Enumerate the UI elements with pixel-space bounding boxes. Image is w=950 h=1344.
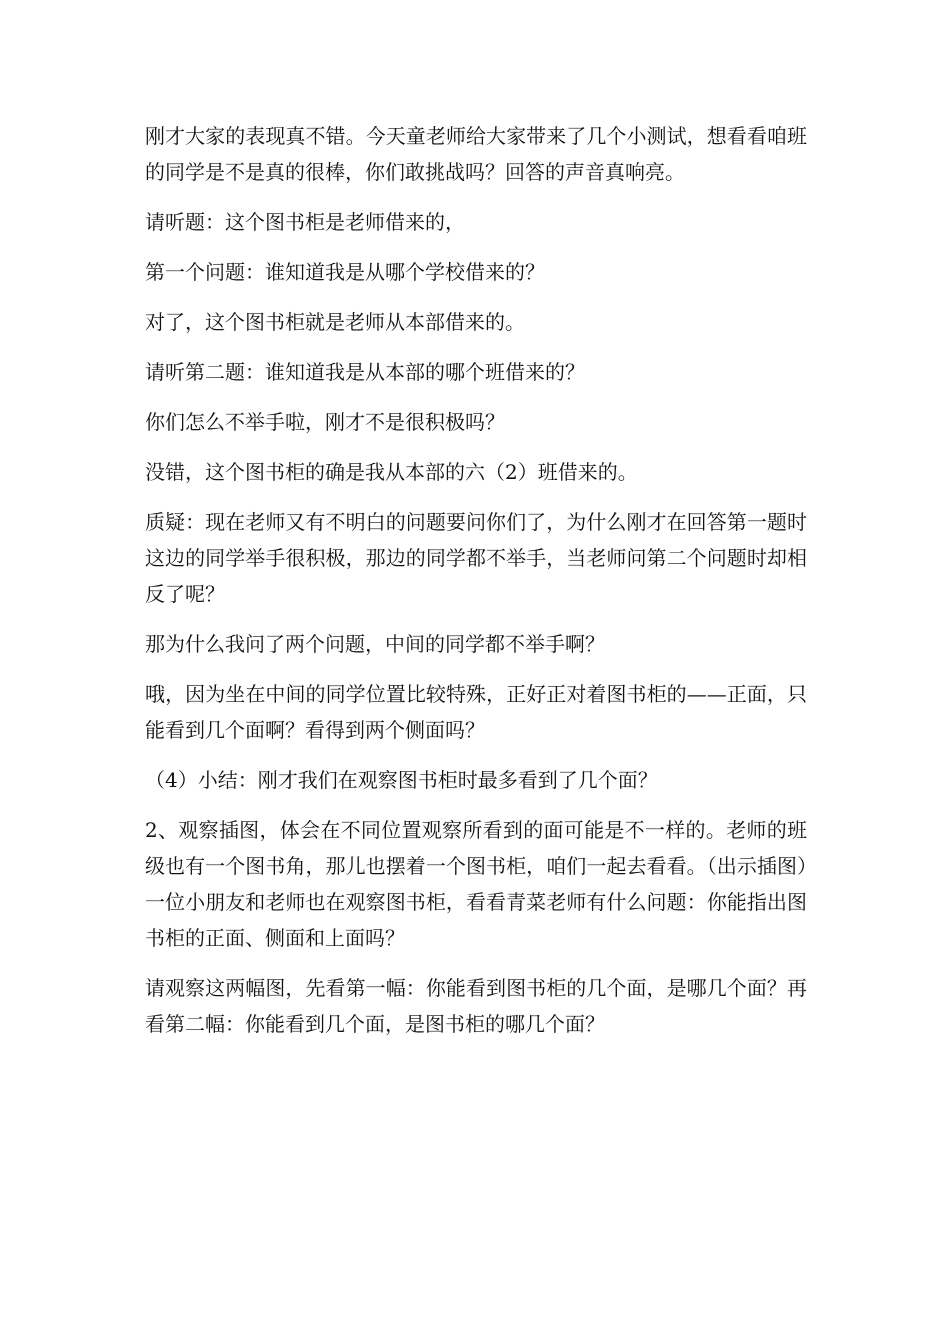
paragraph-10: 哦，因为坐在中间的同学位置比较特殊，正好正对着图书柜的——正面，只能看到几个面啊？看得到两个侧面吗？	[145, 682, 807, 742]
paragraph-9: 那为什么我问了两个问题，中间的同学都不举手啊？	[145, 632, 605, 656]
paragraph-8: 质疑：现在老师又有不明白的问题要问你们了，为什么刚才在回答第一题时这边的同学举手很积极，那边的同学都不举手，当老师问第二个问题时却相反了呢？	[145, 510, 807, 606]
paragraph-2: 请听题：这个图书柜是老师借来的，	[145, 210, 465, 234]
paragraph-1: 刚才大家的表现真不错。今天童老师给大家带来了几个小测试，想看看咱班的同学是不是真的很棒，你们敢挑战吗？回答的声音真响亮。	[145, 124, 807, 184]
paragraph-5: 请听第二题：谁知道我是从本部的哪个班借来的？	[145, 360, 585, 384]
document-body	[145, 118, 807, 1056]
paragraph-12: 2、观察插图，体会在不同位置观察所看到的面可能是不一样的。老师的班级也有一个图书角，那儿也摆着一个图书柜，咱们一起去看看。（出示插图）一位小朋友和老师也在观察图书柜，看看青菜老师有什么问题：你能指出图书柜的正面、侧面和上面吗？	[145, 818, 807, 950]
paragraph-3: 第一个问题：谁知道我是从哪个学校借来的？	[145, 260, 545, 284]
paragraph-6: 你们怎么不举手啦，刚才不是很积极吗？	[145, 410, 505, 434]
paragraph-13: 请观察这两幅图，先看第一幅：你能看到图书柜的几个面，是哪几个面？再看第二幅：你能看到几个面，是图书柜的哪几个面？	[145, 976, 807, 1036]
paragraph-11: （4）小结：刚才我们在观察图书柜时最多看到了几个面？	[145, 768, 658, 792]
paragraph-4: 对了，这个图书柜就是老师从本部借来的。	[145, 310, 525, 334]
paragraph-7: 没错，这个图书柜的确是我从本部的六（2）班借来的。	[145, 460, 638, 484]
